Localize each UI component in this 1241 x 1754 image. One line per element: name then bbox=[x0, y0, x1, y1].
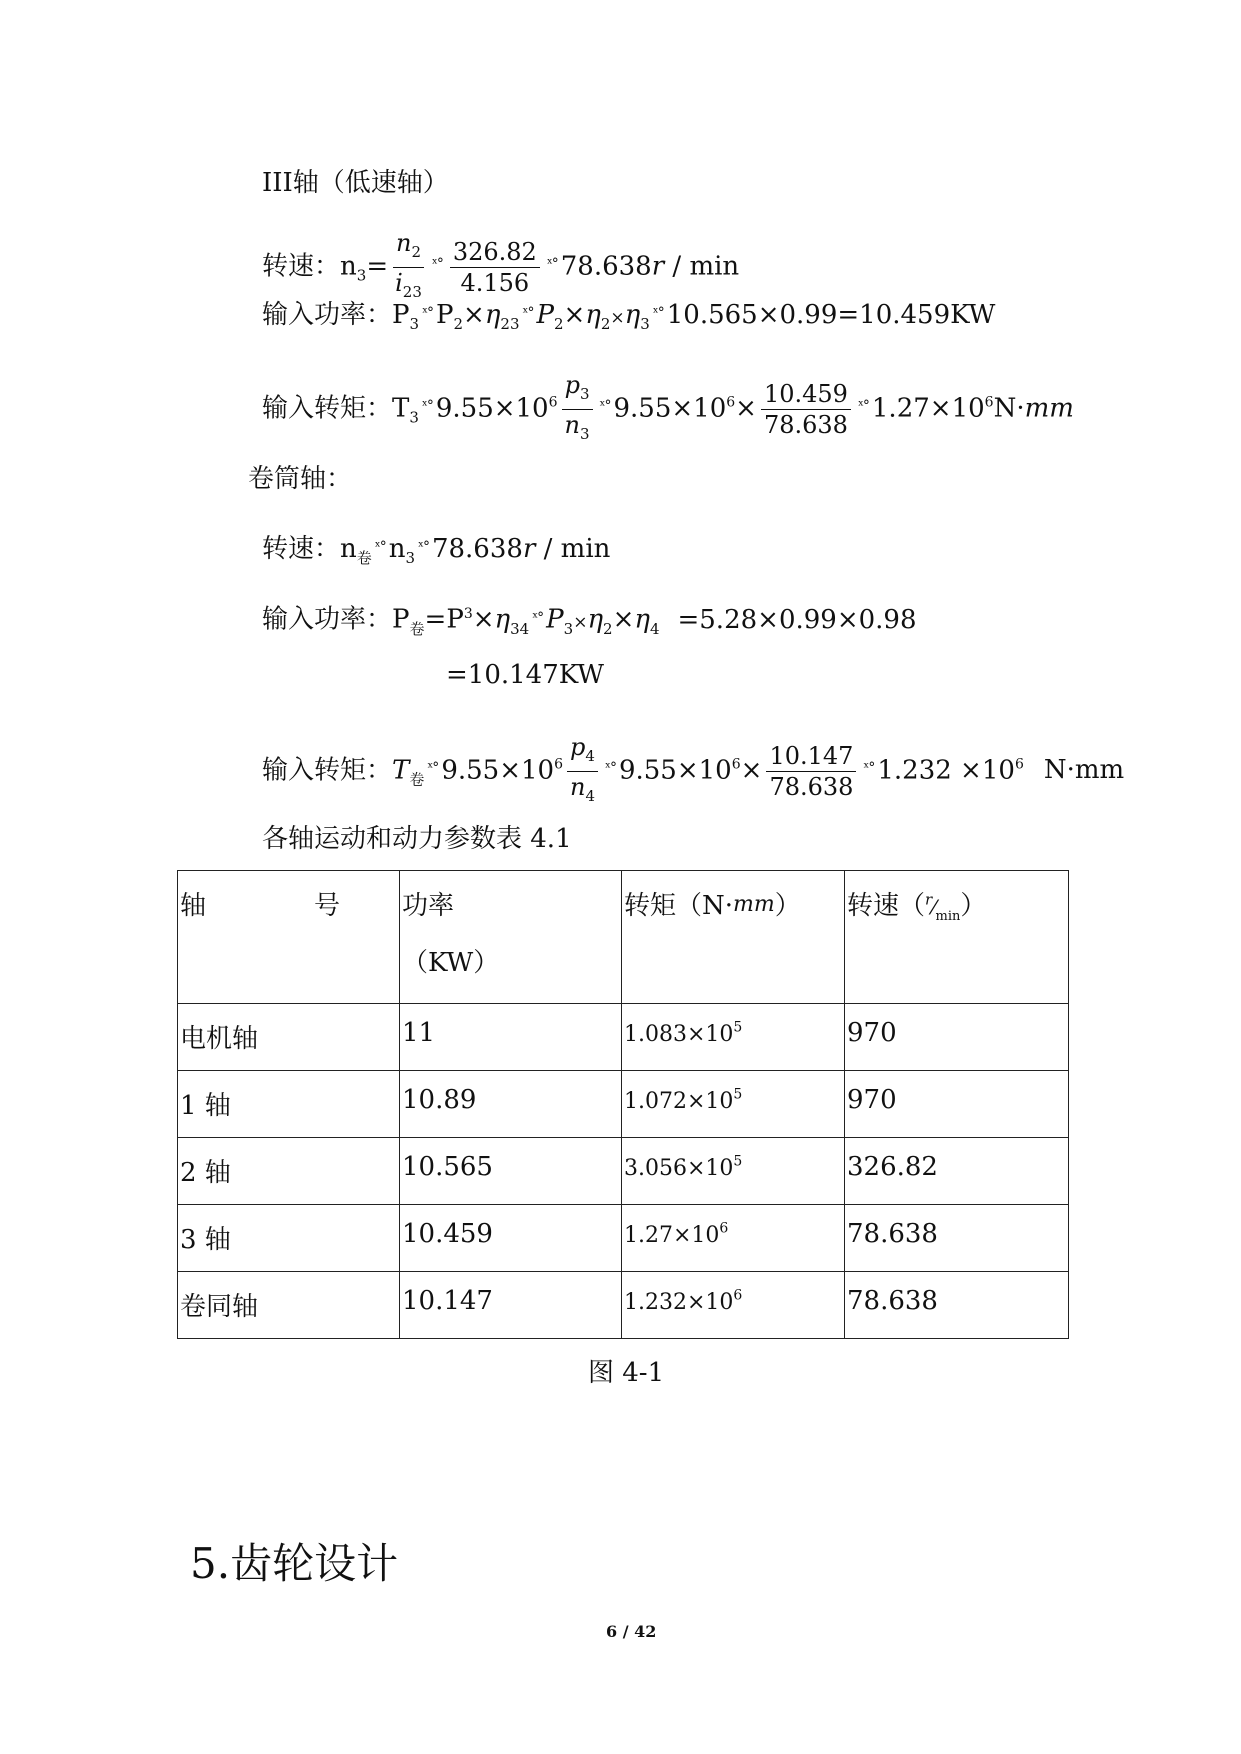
torque-symbol: T bbox=[392, 393, 410, 424]
table-caption: 各轴运动和动力参数表 4.1 bbox=[262, 824, 572, 854]
fraction-p3-n3: $\frac{p_3}{n_3}$ bbox=[562, 370, 593, 449]
times-small: × bbox=[573, 612, 588, 633]
approx-mark: ˣ° bbox=[532, 609, 544, 626]
torque-exp: 6 bbox=[554, 756, 563, 773]
speed-unit-r: r bbox=[522, 534, 536, 564]
torque-const2: 9.55×10 bbox=[618, 755, 732, 786]
cell-torque: $1.072\times 10^5$ bbox=[622, 1071, 845, 1138]
cell-shaft: 电机轴 bbox=[178, 1004, 400, 1071]
torque-const: 9.55×10 bbox=[435, 393, 549, 424]
table-row bbox=[178, 1138, 1069, 1205]
eta4-sub: 4 bbox=[649, 619, 660, 638]
n3-sub: 3 bbox=[405, 549, 416, 568]
cell-torque: $1.083\times 10^5$ bbox=[622, 1004, 845, 1071]
torque-label: 输入转矩： bbox=[262, 393, 393, 424]
power-label: 输入功率： bbox=[262, 300, 393, 330]
cell-shaft: 3 轴 bbox=[178, 1205, 400, 1272]
fraction-n2-i23: $\frac{n_2}{i_{23}}$ bbox=[392, 228, 425, 307]
times: × bbox=[735, 393, 757, 424]
approx-mark: ˣ° bbox=[863, 760, 875, 777]
table-header-row bbox=[178, 871, 1069, 1004]
table-row bbox=[178, 1272, 1069, 1339]
cell-shaft: 1 轴 bbox=[178, 1071, 400, 1138]
eta-sub: 23 bbox=[500, 315, 520, 334]
cell-torque: $1.27\times 10^6$ bbox=[622, 1205, 845, 1272]
header-shaft: 轴 号 bbox=[178, 871, 400, 1004]
approx-mark: ˣ° bbox=[546, 256, 558, 273]
fraction-p4-n4: $\frac{p_4}{n_4}$ bbox=[567, 732, 598, 811]
power-label: 输入功率： bbox=[262, 604, 393, 635]
speed-unit: / min bbox=[535, 534, 611, 564]
approx-mark: ˣ° bbox=[599, 398, 611, 415]
eta4: η bbox=[634, 604, 650, 635]
cell-shaft: 卷同轴 bbox=[178, 1272, 400, 1339]
drum-power-formula bbox=[262, 597, 917, 646]
parameters-table bbox=[177, 870, 1069, 1339]
power-symbol: P bbox=[392, 300, 410, 330]
speed-symbol: n bbox=[340, 534, 357, 564]
drum-power-result: =10.147KW bbox=[446, 660, 604, 690]
torque-const: 9.55×10 bbox=[441, 755, 555, 786]
eta3: η bbox=[624, 300, 641, 330]
approx-mark: ˣ° bbox=[422, 305, 433, 321]
torque-value-exp: 6 bbox=[984, 394, 994, 411]
eta: η bbox=[494, 604, 511, 635]
times-small: × bbox=[610, 308, 625, 328]
power-symbol: P bbox=[392, 604, 410, 635]
cell-torque: $3.056\times 10^5$ bbox=[622, 1138, 845, 1205]
approx-mark: ˣ° bbox=[427, 760, 439, 777]
p2b-sub: 2 bbox=[553, 315, 564, 334]
torque-unit-mm: mm bbox=[1024, 393, 1074, 424]
eta2-sub: 2 bbox=[600, 315, 611, 334]
speed-sub: 卷 bbox=[356, 549, 372, 568]
approx-mark: ˣ° bbox=[431, 256, 443, 273]
fraction-torque-values: $\frac{10.147}{78.638}$ bbox=[766, 741, 856, 802]
approx-mark: ˣ° bbox=[605, 760, 616, 777]
torque-exp2: 6 bbox=[726, 394, 736, 411]
speed-value: 78.638 bbox=[431, 534, 523, 564]
torque-value-exp: 6 bbox=[1014, 756, 1024, 773]
approx-mark: ˣ° bbox=[652, 305, 664, 321]
speed-symbol: n bbox=[340, 251, 357, 282]
cell-speed: 970 bbox=[845, 1071, 1069, 1138]
cell-shaft: 2 轴 bbox=[178, 1138, 400, 1205]
table-row bbox=[178, 1071, 1069, 1138]
torque-exp: 6 bbox=[548, 394, 558, 411]
section-heading: 5.齿轮设计 bbox=[190, 1539, 399, 1588]
header-power: 功率 （KW） bbox=[400, 871, 622, 1004]
cell-torque: $1.232\times 10^6$ bbox=[622, 1272, 845, 1339]
approx-mark: ˣ° bbox=[374, 539, 386, 555]
speed-label: 转速： bbox=[262, 534, 341, 564]
p2-sub: 2 bbox=[453, 315, 464, 334]
cell-power: 10.89 bbox=[400, 1071, 622, 1138]
torque-label: 输入转矩： bbox=[262, 755, 393, 786]
speed-sub: 3 bbox=[356, 266, 367, 285]
figure-label: 图 4-1 bbox=[588, 1358, 665, 1388]
speed-label: 转速： bbox=[262, 251, 341, 282]
times2: × bbox=[612, 604, 635, 635]
speed-unit-r: r bbox=[651, 251, 665, 282]
equals: = bbox=[366, 251, 389, 282]
cell-speed: 78.638 bbox=[845, 1205, 1069, 1272]
torque-const2: 9.55×10 bbox=[613, 393, 727, 424]
shaft3-power-formula bbox=[262, 296, 995, 341]
p3-sub: 3 bbox=[563, 619, 574, 638]
speed-unit: / min bbox=[664, 251, 740, 282]
eta2-sub: 2 bbox=[603, 619, 613, 638]
table-row bbox=[178, 1004, 1069, 1071]
cell-speed: 326.82 bbox=[845, 1138, 1069, 1205]
times: × bbox=[740, 755, 763, 786]
torque-symbol: T bbox=[392, 755, 410, 786]
approx-mark: ˣ° bbox=[522, 305, 534, 321]
power-sub: 3 bbox=[409, 315, 420, 334]
p2: P bbox=[436, 300, 454, 330]
approx-mark: ˣ° bbox=[418, 539, 429, 555]
page-number: 6 / 42 bbox=[606, 1622, 657, 1641]
fraction-values: $\frac{326.82}{4.156}$ bbox=[450, 237, 540, 298]
drum-torque-formula bbox=[262, 732, 1124, 811]
p3: P bbox=[546, 604, 564, 635]
cell-speed: 970 bbox=[845, 1004, 1069, 1071]
approx-mark: ˣ° bbox=[421, 398, 433, 415]
shaft3-torque-formula bbox=[262, 370, 1074, 449]
fraction-torque-values: $\frac{10.459}{78.638}$ bbox=[761, 379, 851, 440]
eta-sub: 34 bbox=[510, 619, 530, 638]
torque-value: 1.232 ×10 bbox=[877, 755, 1015, 786]
torque-unit: N· bbox=[993, 393, 1025, 424]
power-sub: 卷 bbox=[409, 619, 425, 638]
section-title-drum: 卷筒轴： bbox=[248, 464, 353, 494]
cell-power: 10.147 bbox=[400, 1272, 622, 1339]
power-value: 10.565×0.99=10.459KW bbox=[666, 300, 996, 330]
eta2: η bbox=[587, 604, 604, 635]
times: × bbox=[463, 300, 485, 330]
drum-speed-formula bbox=[262, 530, 610, 575]
cell-power: 10.459 bbox=[400, 1205, 622, 1272]
cell-speed: 78.638 bbox=[845, 1272, 1069, 1339]
torque-exp2: 6 bbox=[731, 756, 741, 773]
eta: η bbox=[484, 300, 501, 330]
p2b: P bbox=[536, 300, 554, 330]
cell-power: 11 bbox=[400, 1004, 622, 1071]
eta3-sub: 3 bbox=[640, 315, 650, 334]
header-speed: 转速$(^r⁄_{min})$ bbox=[845, 871, 1069, 1004]
torque-sub: 卷 bbox=[409, 770, 425, 789]
p3-sup: 3 bbox=[463, 606, 473, 622]
torque-value: 1.27×10 bbox=[871, 393, 985, 424]
cell-power: 10.565 bbox=[400, 1138, 622, 1205]
approx-mark: ˣ° bbox=[857, 398, 869, 415]
header-torque: 转矩（N·mm） bbox=[622, 871, 845, 1004]
shaft3-speed-formula bbox=[262, 228, 739, 307]
times: × bbox=[563, 300, 586, 330]
power-value: =5.28×0.99×0.98 bbox=[677, 604, 917, 635]
speed-value: 78.638 bbox=[560, 251, 652, 282]
times: × bbox=[472, 604, 495, 635]
torque-sub: 3 bbox=[409, 408, 419, 427]
eta2: η bbox=[585, 300, 601, 330]
equals-p3: =P bbox=[424, 604, 464, 635]
torque-unit: N·mm bbox=[1043, 755, 1125, 786]
table-row bbox=[178, 1205, 1069, 1272]
n3: n bbox=[388, 534, 406, 564]
section-title-shaft3: III轴（低速轴） bbox=[262, 168, 449, 198]
